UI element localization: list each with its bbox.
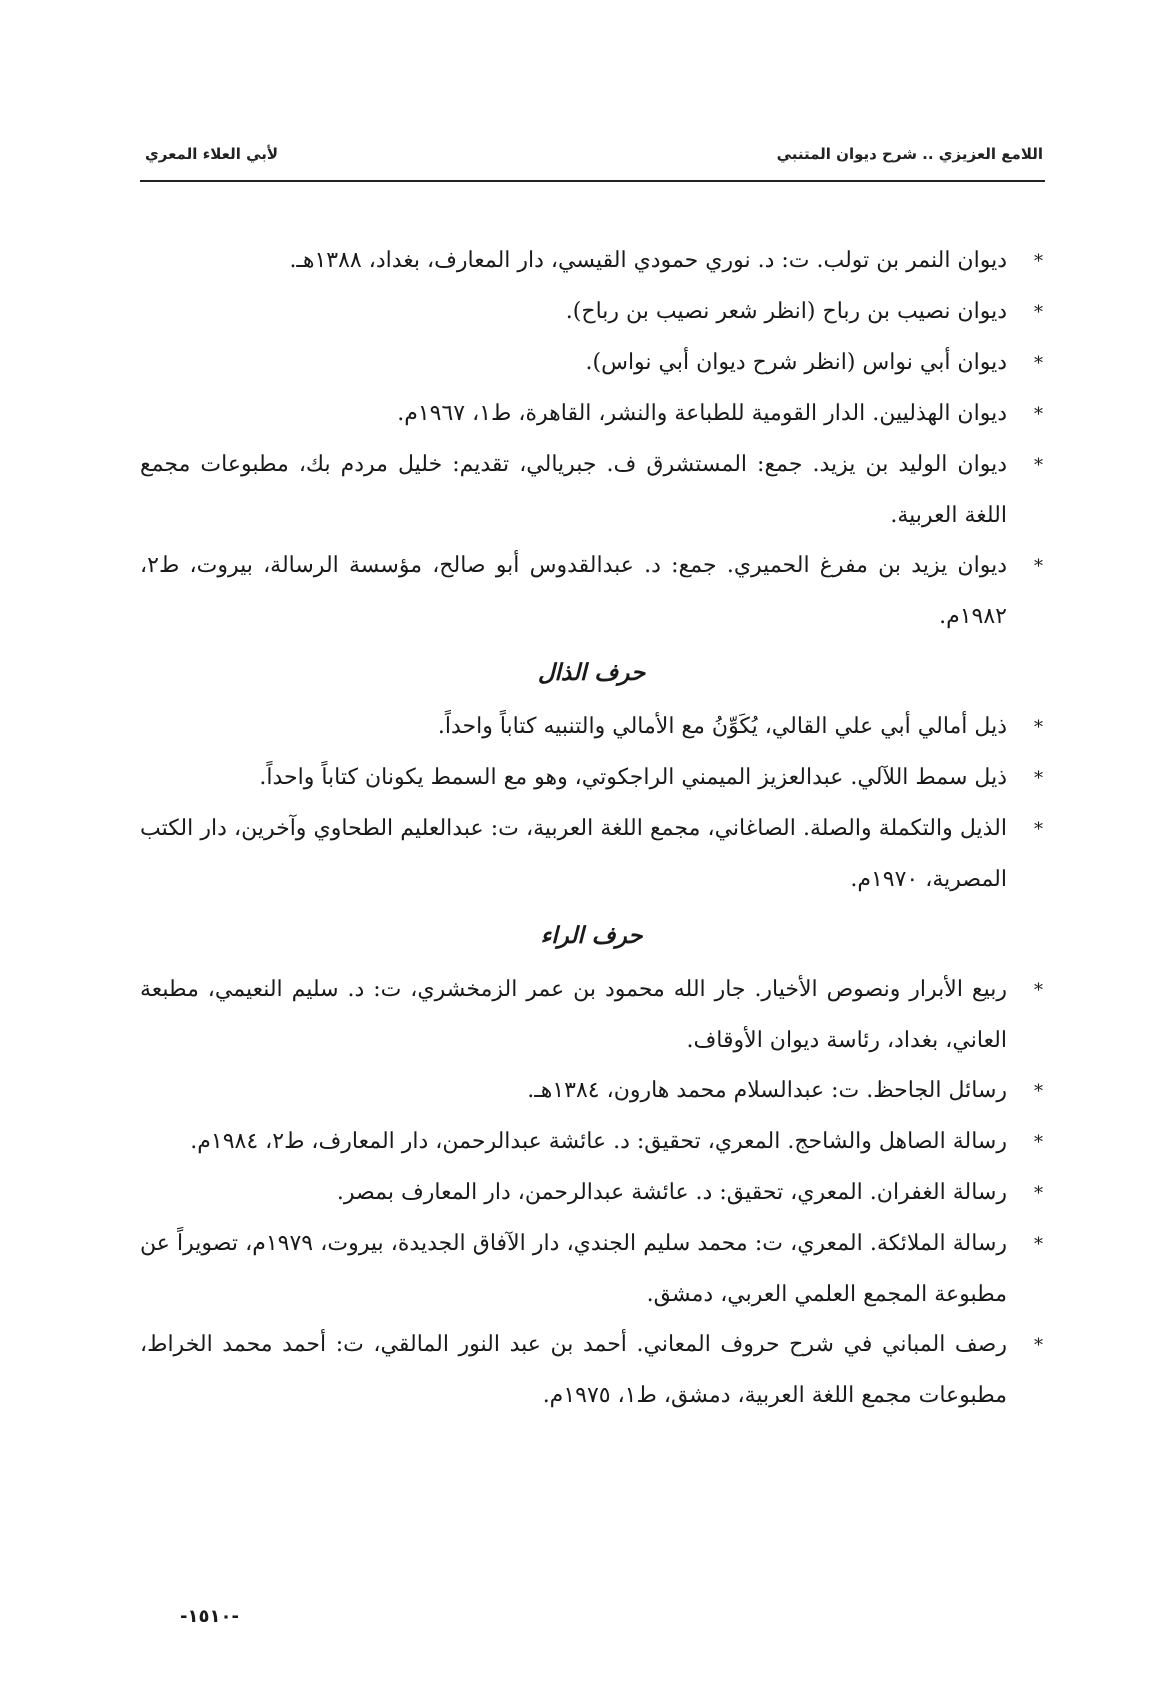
header-rule: [140, 180, 1045, 182]
entry-text: ديوان النمر بن تولب. ت: د. نوري حمودي القيسي، دار المعارف، بغداد، ١٣٨٨هـ.: [289, 248, 1007, 273]
bullet-star: *: [1034, 251, 1043, 272]
bullet-star: *: [1034, 455, 1043, 476]
bullet-star: *: [1034, 980, 1043, 1001]
bibliography-entry: [140, 236, 1043, 287]
bullet-star: *: [1034, 768, 1043, 789]
bibliography-entry: [140, 541, 1043, 642]
bullet-star: *: [1034, 302, 1043, 323]
header-book-title: اللامع العزيزي .. شرح ديوان المتنبي: [776, 145, 1043, 163]
bibliography-entry: [140, 965, 1043, 1066]
entry-text: رسائل الجاحظ. ت: عبدالسلام محمد هارون، ١٣٨٤هـ.: [527, 1078, 1007, 1103]
bullet-star: *: [1034, 1081, 1043, 1102]
bullet-star: *: [1034, 1183, 1043, 1204]
entry-text: رسالة الغفران. المعري، تحقيق: د. عائشة عبدالرحمن، دار المعارف بمصر.: [336, 1180, 1007, 1205]
running-header: [145, 138, 1043, 170]
bibliography-entry: [140, 1320, 1043, 1421]
entry-text: ذيل سمط اللآلي. عبدالعزيز الميمني الراجكوتي، وهو مع السمط يكونان كتاباً واحداً.: [259, 765, 1007, 790]
bibliography-entry: [140, 287, 1043, 338]
header-author: لأبي العلاء المعري: [145, 145, 279, 163]
bibliography-entry: [140, 1168, 1043, 1219]
entry-text: رسالة الملائكة. المعري، ت: محمد سليم الجندي، دار الآفاق الجديدة، بيروت، ١٩٧٩م، تصويراً عن مطبوعة المجمع العلمي العربي، دمشق.: [140, 1231, 1007, 1307]
bibliography-entry: [140, 804, 1043, 905]
bibliography-entry: [140, 702, 1043, 753]
bullet-star: *: [1034, 1234, 1043, 1255]
bullet-star: *: [1034, 353, 1043, 374]
bullet-star: *: [1034, 1335, 1043, 1356]
entry-text: رسالة الصاهل والشاحج. المعري، تحقيق: د. عائشة عبدالرحمن، دار المعارف، ط٢، ١٩٨٤م.: [190, 1129, 1007, 1154]
bibliography-entry: [140, 1219, 1043, 1320]
bullet-star: *: [1034, 556, 1043, 577]
section-title-ra: حرف الراء: [540, 922, 643, 949]
bibliography-entry: [140, 753, 1043, 804]
bullet-star: *: [1034, 404, 1043, 425]
bullet-star: *: [1034, 819, 1043, 840]
entry-text: ديوان يزيد بن مفرغ الحميري. جمع: د. عبدالقدوس أبو صالح، مؤسسة الرسالة، بيروت، ط٢، ١٩٨٢م.: [140, 553, 1007, 629]
section-title-dhal: حرف الذال: [537, 659, 646, 686]
bibliography-body: [140, 236, 1043, 1421]
entry-text: ذيل أمالي أبي علي القالي، يُكَوِّنُ مع الأمالي والتنبيه كتاباً واحداً.: [437, 714, 1007, 739]
bibliography-entry: [140, 1117, 1043, 1168]
bibliography-entry: [140, 440, 1043, 541]
entry-text: ديوان نصيب بن رباح (انظر شعر نصيب بن رباح).: [565, 299, 1007, 324]
page-number: -١٥١٠-: [180, 1606, 239, 1627]
bullet-star: *: [1034, 717, 1043, 738]
bullet-star: *: [1034, 1132, 1043, 1153]
entry-text: ديوان الوليد بن يزيد. جمع: المستشرق ف. جبريالي، تقديم: خليل مردم بك، مطبوعات مجمع اللغة العربية.: [140, 452, 1007, 528]
bibliography-entry: [140, 389, 1043, 440]
entry-text: الذيل والتكملة والصلة. الصاغاني، مجمع اللغة العربية، ت: عبدالعليم الطحاوي وآخرين، دار الكتب المصرية، ١٩٧٠م.: [140, 816, 1007, 892]
bibliography-entry: [140, 338, 1043, 389]
entry-text: ديوان أبي نواس (انظر شرح ديوان أبي نواس).: [585, 350, 1007, 375]
bibliography-entry: [140, 1066, 1043, 1117]
entry-text: ديوان الهذليين. الدار القومية للطباعة والنشر، القاهرة، ط١، ١٩٦٧م.: [397, 401, 1007, 426]
entry-text: رصف المباني في شرح حروف المعاني. أحمد بن عبد النور المالقي، ت: أحمد محمد الخراط، مطبوعات مجمع اللغة العربية، دمشق، ط١، ١٩٧٥م.: [140, 1332, 1007, 1408]
entry-text: ربيع الأبرار ونصوص الأخيار. جار الله محمود بن عمر الزمخشري، ت: د. سليم النعيمي، مطبعة العاني، بغداد، رئاسة ديوان الأوقاف.: [140, 977, 1007, 1053]
